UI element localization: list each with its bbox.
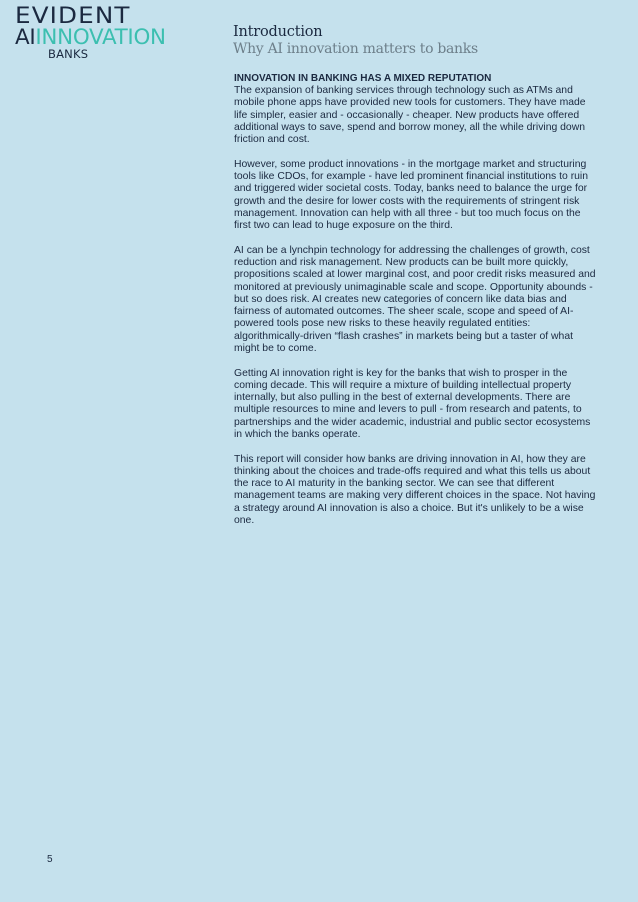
logo-evident-text: EVIDENT	[15, 4, 131, 29]
paragraph-report-scope: This report will consider how banks are driving innovation in AI, how they are thinking about the choices and trade-offs required and what this tells us about the race to AI maturity in the banking sector. We can see that different management teams are making very different choices in the space. Not having a strategy around AI innovation is also a choice. But it's unlikely to be a wise one.	[234, 453, 596, 526]
page-subtitle: Why AI innovation matters to banks	[233, 41, 478, 57]
page-title: Introduction	[233, 24, 323, 40]
logo-ai-innovation-text	[15, 27, 166, 48]
evident-ai-innovation-banks-logo	[15, 6, 215, 62]
paragraph-ai-lynchpin: AI can be a lynchpin technology for addressing the challenges of growth, cost reduction and risk management. New products can be built more quickly, propositions scaled at lower marginal cost, and poor credit risks measured and monitored at previously unimaginable scale and scope. Opportunity abounds - but so does risk. AI creates new categories of concern like data bias and fairness of automated outcomes. The sheer scale, scope and speed of AI-powered tools pose new risks to these heavily regulated entities: algorithmically-driven “flash crashes” in markets being but a taster of what might be to come.	[234, 244, 596, 354]
logo-banks-text: BANKS	[48, 47, 89, 61]
section-heading: INNOVATION IN BANKING HAS A MIXED REPUTATION	[234, 73, 492, 84]
paragraph-product-innovations: However, some product innovations - in the mortgage market and structuring tools like CDOs, for example - have led prominent financial institutions to ruin and triggered wider societal costs. Today, banks need to balance the urge for growth and the desire for lower costs with the requirements of stringent risk management. Innovation can help with all three - but too much focus on the first two can lead to huge exposure on the third.	[234, 158, 589, 231]
page-header	[233, 24, 613, 58]
main-content	[234, 73, 599, 540]
paragraph-expansion: The expansion of banking services through technology such as ATMs and mobile phone apps have provided new tools for customers. They have made life simpler, easier and - occasionally - cheaper. New products have offered additional ways to save, spend and borrow money, all the while driving down friction and cost.	[234, 85, 586, 145]
paragraph-getting-ai-right: Getting AI innovation right is key for the banks that wish to prosper in the coming decade. This will require a mixture of building intellectual property internally, but also pulling in the best of external developments. There are multiple resources to mine and levers to pull - from research and patents, to partnerships and the wider academic, industrial and public sector ecosystems in which the banks operate.	[234, 367, 591, 440]
logo-innovation-text: INNOVATION	[35, 25, 166, 49]
logo-ai-text: AI	[15, 25, 36, 49]
page-number: 5	[47, 854, 53, 865]
